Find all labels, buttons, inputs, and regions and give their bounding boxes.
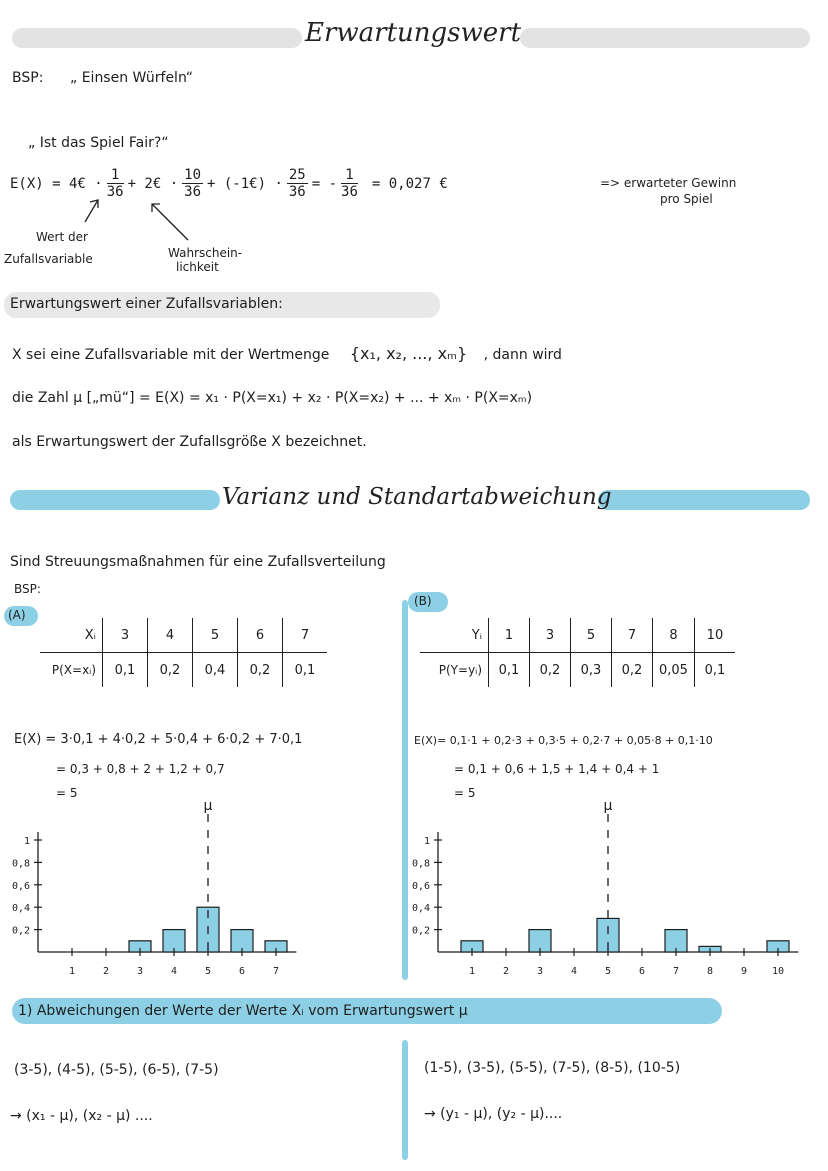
formula-term-3: + (-1€) · [207,175,283,192]
x-tick-label: 3 [136,966,144,977]
definition-set: {x₁, x₂, ..., xₘ} [349,344,468,363]
table-a-cell: 5 [193,618,238,653]
fraction-1-den: 36 [106,184,124,200]
fraction-3-den: 36 [288,184,306,200]
mean-label: μ [203,798,213,814]
x-tick-label: 3 [536,966,544,977]
streuung-question: Sind Streuungsmaßnahmen für eine Zufallsverteilung [10,554,386,570]
fraction-2-den: 36 [184,184,202,200]
annotation-probability: Wahrschein- [168,246,243,260]
x-tick-label: 5 [604,966,612,977]
page-title: Erwartungswert [305,18,522,48]
calc-b-line-1: E(X)= 0,1·1 + 0,2·3 + 0,3·5 + 0,2·7 + 0,05·8 + 0,1·10 [414,734,713,747]
variance-title: Varianz und Standartabweichung [222,484,612,510]
y-tick-label: 0,4 [411,903,430,915]
fraction-4-den: 36 [341,184,358,200]
table-b-values-row [420,618,735,653]
y-tick-label: 1 [23,836,30,847]
y-tick-label: 0,4 [11,903,30,915]
y-tick-label: 0,8 [11,858,30,870]
x-tick-label: 7 [272,966,280,977]
definition-line-2: die Zahl μ [„mü“] = E(X) = x₁ · P(X=x₁) + x₂ · P(X=x₂) + ... + xₘ · P(X=xₘ) [12,390,533,406]
table-b-prob: 0,05 [653,653,695,688]
x-tick-label: 1 [68,966,76,977]
table-a-cell: 6 [238,618,283,653]
fraction-3-num: 25 [288,167,306,183]
calc-a-line-2: = 0,3 + 0,8 + 2 + 1,2 + 0,7 [56,762,225,776]
table-b-prob: 0,2 [530,653,571,688]
example-name: „ Einsen Würfeln“ [70,70,194,86]
annotation-arrows [0,0,828,300]
y-tick-label: 0,2 [411,925,430,937]
table-b-prob: 0,1 [489,653,530,688]
table-a-row-head: Xᵢ [40,618,103,653]
annotation-probability-2: lichkeit [176,260,219,274]
table-b-prob: 0,1 [694,653,735,688]
label-a: (A) [8,608,26,622]
deviation-a-line-1: (3-5), (4-5), (5-5), (6-5), (7-5) [14,1062,219,1078]
section-heading: Erwartungswert einer Zufallsvariablen: [10,296,283,312]
table-b-row-head: Yᵢ [420,618,489,653]
fraction-4-num: 1 [341,168,358,184]
calc-a-line-1: E(X) = 3·0,1 + 4·0,2 + 5·0,4 + 6·0,2 + 7·0,1 [14,732,303,747]
variance-title-bar-left [10,490,220,510]
table-a-prob: 0,4 [193,653,238,688]
definition-line-1 [12,344,562,363]
x-tick-label: 9 [740,966,748,977]
deviation-b-line-2: → (y₁ - μ), (y₂ - μ).... [424,1106,563,1122]
x-tick-label: 4 [570,966,578,977]
definition-text-1a: X sei eine Zufallsvariable mit der Wertmenge [12,347,330,363]
x-tick-label: 2 [102,966,110,977]
question: „ Ist das Spiel Fair?“ [28,135,169,151]
x-tick-label: 2 [502,966,510,977]
table-b-prob: 0,2 [612,653,653,688]
table-a-cell: 7 [283,618,328,653]
deviation-b-line-1: (1-5), (3-5), (5-5), (7-5), (8-5), (10-5) [424,1060,681,1076]
fraction-1-num: 1 [107,168,124,184]
table-a-cell: 4 [148,618,193,653]
formula-term-2: + 2€ · [127,175,179,192]
table-a-prob-head: P(X=xᵢ) [51,663,96,677]
bsp-label: BSP: [12,70,44,86]
table-b-cell: 1 [489,618,530,653]
table-a-values-row [40,618,327,653]
table-a-prob: 0,2 [238,653,283,688]
y-tick-label: 0,2 [11,925,30,937]
definition-text-1b: , dann wird [483,347,562,363]
table-b-cell: 8 [653,618,695,653]
table-a-prob: 0,1 [103,653,148,688]
table-a-prob: 0,2 [148,653,193,688]
table-b-prob: 0,3 [571,653,612,688]
annotation-value: Wert der [36,230,88,244]
distribution-chart-b [404,790,828,990]
y-tick-label: 1 [423,836,430,847]
x-tick-label: 4 [170,966,178,977]
table-b-cell: 5 [571,618,612,653]
column-divider-bottom [402,1040,408,1160]
y-tick-label: 0,6 [11,880,30,892]
definition-line-3: als Erwartungswert der Zufallsgröße X bezeichnet. [12,434,367,450]
table-a-cell: 3 [103,618,148,653]
fraction-2-num: 10 [184,167,202,183]
calc-b-line-2: = 0,1 + 0,6 + 1,5 + 1,4 + 0,4 + 1 [454,762,660,776]
value-table-a [40,618,327,687]
arrow-right-line [152,204,188,240]
bsp-label-2: BSP: [14,582,41,596]
x-tick-label: 10 [771,966,785,977]
formula-lhs: E(X) = 4€ · [10,175,103,192]
table-b-cell: 7 [612,618,653,653]
x-tick-label: 8 [706,966,714,977]
distribution-chart-a [0,790,400,990]
x-tick-label: 7 [672,966,680,977]
x-tick-label: 1 [468,966,476,977]
table-b-prob-head: P(Y=yᵢ) [438,663,482,677]
step1-heading: 1) Abweichungen der Werte der Werte Xᵢ vom Erwartungswert μ [18,1003,468,1019]
calc-a-line-3: = 5 [56,786,78,800]
table-b-probs-row [420,653,735,688]
table-a-prob: 0,1 [283,653,328,688]
arrow-left-line [85,200,98,222]
calc-b-line-3: = 5 [454,786,476,800]
variance-title-bar-right [598,490,810,510]
x-tick-label: 5 [204,966,212,977]
expected-gain-note: => erwarteter Gewinn [600,176,737,190]
deviation-a-line-2: → (x₁ - μ), (x₂ - μ) .... [10,1108,153,1124]
label-b: (B) [414,594,432,608]
table-b-cell: 3 [530,618,571,653]
annotation-value-2: Zufallsvariable [4,252,93,266]
x-tick-label: 6 [638,966,646,977]
formula-result: = 0,027 € [371,175,448,192]
mean-label: μ [603,798,613,814]
table-b-cell: 10 [694,618,735,653]
value-table-b [420,618,735,687]
table-a-probs-row [40,653,327,688]
y-tick-label: 0,8 [411,858,430,870]
formula-eq: = - [311,175,338,192]
y-tick-label: 0,6 [411,880,430,892]
x-tick-label: 6 [238,966,246,977]
expected-gain-note-2: pro Spiel [660,192,713,206]
